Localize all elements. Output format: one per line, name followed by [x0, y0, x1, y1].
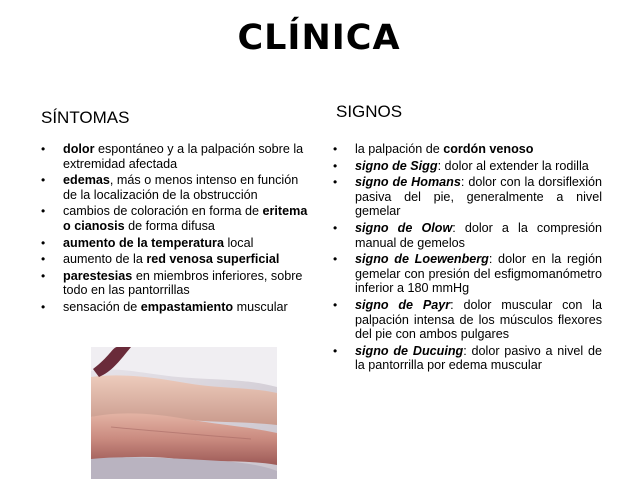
- signos-heading: SIGNOS: [336, 102, 403, 121]
- item-text: en miembros inferiores, sobre todo en las pantorrillas: [63, 268, 303, 298]
- emphasis-text: aumento de la temperatura: [63, 235, 224, 250]
- emphasis-text: cordón venoso: [443, 142, 534, 156]
- item-text: : dolor al extender la rodilla: [437, 158, 589, 173]
- item-text: : dolor muscular con la palpación intensa de los músculos flexores del pie con ambos pulgares: [355, 297, 602, 342]
- item-text: cambios de coloración en forma de: [63, 204, 263, 219]
- signo-item: [333, 159, 602, 174]
- leg-photo: [91, 347, 277, 479]
- signo-item: [333, 344, 602, 373]
- sintoma-item: [41, 173, 311, 202]
- signo-item: [333, 175, 602, 219]
- sign-name: [355, 221, 452, 235]
- emphasis-text: parestesias: [63, 268, 133, 283]
- item-text: : dolor en la región gemelar con presión del esfigmomanómetro inferior a 180 mmHg: [355, 252, 602, 296]
- signo-item: [333, 142, 602, 157]
- item-text: la palpación de: [355, 142, 444, 156]
- item-text: : dolor a la compresión manual de gemelos: [355, 220, 603, 250]
- signo-item: [333, 221, 602, 250]
- item-text: sensación de: [63, 299, 141, 314]
- item-text: : dolor pasivo a nivel de la pantorrilla por edema muscular: [355, 343, 602, 373]
- sign-name: [355, 344, 463, 358]
- sign-name-text: signo de Payr: [355, 297, 451, 312]
- sintomas-list: [41, 142, 311, 317]
- sintoma-item: [41, 204, 311, 233]
- signos-list: [333, 142, 602, 375]
- sign-name-text: signo de Loewenberg: [355, 252, 489, 267]
- sintomas-heading: SÍNTOMAS: [41, 108, 130, 127]
- sign-name: [355, 252, 489, 266]
- emphasis-text: eritema o cianosis: [63, 204, 308, 233]
- sign-name-text: signo de Ducuing: [355, 343, 464, 358]
- sintoma-item: [41, 142, 311, 171]
- item-text: , más o menos intenso en función de la localización de la obstrucción: [63, 173, 299, 202]
- sign-name-text: signo de Sigg: [355, 158, 438, 173]
- signo-item: [333, 252, 602, 296]
- emphasis-text: edemas: [63, 173, 110, 188]
- sintoma-item: [41, 269, 311, 298]
- sign-name-text: signo de Olow: [355, 220, 453, 235]
- leg-photo-illustration: [91, 347, 277, 479]
- signo-item: [333, 298, 602, 342]
- item-text: de forma difusa: [124, 218, 215, 233]
- sign-name: [355, 298, 450, 312]
- sintoma-item: [41, 236, 311, 251]
- page-title: CLÍNICA: [237, 18, 401, 58]
- sintoma-item: [41, 300, 311, 315]
- emphasis-text: dolor: [63, 142, 95, 156]
- item-text: muscular: [233, 299, 288, 314]
- item-text: local: [223, 235, 254, 250]
- emphasis-text: empastamiento: [140, 299, 234, 314]
- emphasis-text: red venosa superficial: [146, 252, 280, 267]
- sign-name-text: signo de Homans: [355, 175, 461, 190]
- sintoma-item: [41, 252, 311, 267]
- item-text: aumento de la: [63, 252, 147, 267]
- item-text: espontáneo y a la palpación sobre la extremidad afectada: [63, 142, 304, 171]
- sign-name: [355, 159, 438, 173]
- item-text: : dolor con la dorsiflexión pasiva del pie, generalmente a nivel gemelar: [355, 175, 602, 219]
- sign-name: [355, 175, 461, 189]
